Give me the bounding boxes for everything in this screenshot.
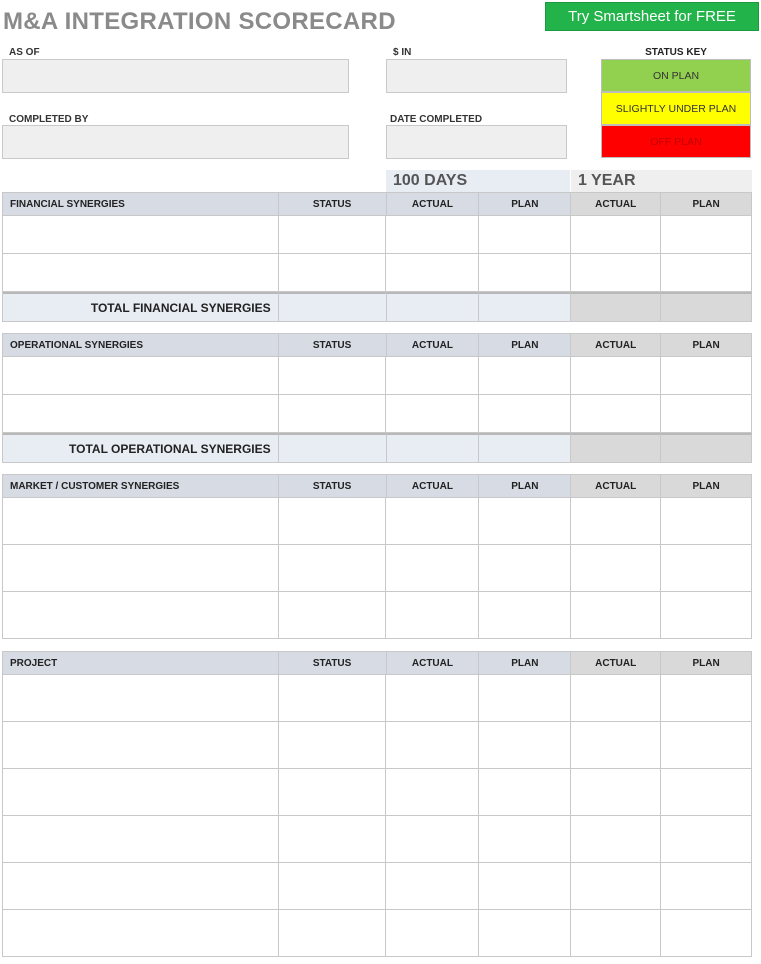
table-cell[interactable] [661, 357, 752, 395]
plan-1-year-header: PLAN [661, 651, 752, 675]
try-smartsheet-button[interactable]: Try Smartsheet for FREE [545, 2, 759, 31]
table-row [2, 722, 752, 769]
table-row [2, 910, 752, 957]
table-cell[interactable] [479, 910, 571, 957]
table-cell[interactable] [386, 254, 479, 292]
table-header [2, 333, 752, 357]
as-of-field[interactable] [2, 59, 349, 93]
table-cell[interactable] [571, 545, 661, 592]
status-key-slightly-under-plan: SLIGHTLY UNDER PLAN [601, 92, 751, 125]
status-column-header: STATUS [279, 333, 387, 357]
table-cell[interactable] [661, 910, 752, 957]
table-cell[interactable] [661, 216, 752, 254]
table-row [2, 769, 752, 816]
financial-synergies-header: FINANCIAL SYNERGIES [3, 192, 279, 216]
status-key-off-plan: OFF PLAN [601, 125, 751, 158]
table-cell[interactable] [279, 433, 387, 463]
table-cell[interactable] [661, 675, 752, 722]
table-cell[interactable] [386, 357, 479, 395]
table-cell[interactable] [3, 545, 279, 592]
table-cell[interactable] [386, 722, 479, 769]
project-section [2, 651, 752, 957]
table-cell[interactable] [279, 395, 387, 433]
table-cell[interactable] [3, 498, 279, 545]
table-cell[interactable] [571, 675, 661, 722]
table-cell[interactable] [479, 395, 571, 433]
actual-1-year-header: ACTUAL [571, 474, 661, 498]
table-cell[interactable] [571, 254, 661, 292]
dollars-in-label: $ IN [393, 47, 412, 58]
table-cell[interactable] [279, 545, 387, 592]
market-customer-synergies-section [2, 474, 752, 639]
table-cell[interactable] [571, 395, 661, 433]
table-cell[interactable] [479, 816, 571, 863]
table-cell[interactable] [3, 863, 279, 910]
actual-1-year-header: ACTUAL [571, 651, 661, 675]
table-cell[interactable] [3, 395, 279, 433]
total-row [2, 292, 752, 322]
table-cell[interactable] [571, 863, 661, 910]
table-cell[interactable] [571, 592, 661, 639]
dollars-in-field[interactable] [386, 59, 567, 93]
table-cell[interactable] [3, 769, 279, 816]
table-cell[interactable] [3, 254, 279, 292]
table-cell[interactable] [661, 395, 752, 433]
actual-100-days-header: ACTUAL [387, 333, 480, 357]
plan-100-days-header: PLAN [479, 474, 571, 498]
table-cell[interactable] [661, 722, 752, 769]
table-cell[interactable] [571, 216, 661, 254]
table-cell[interactable] [661, 863, 752, 910]
market-customer-synergies-header: MARKET / CUSTOMER SYNERGIES [3, 474, 279, 498]
table-cell[interactable] [279, 722, 387, 769]
table-cell[interactable] [279, 675, 387, 722]
table-cell[interactable] [279, 216, 387, 254]
table-cell[interactable] [3, 722, 279, 769]
table-cell[interactable] [3, 216, 279, 254]
page-title: M&A INTEGRATION SCORECARD [3, 8, 396, 35]
completed-by-field[interactable] [2, 125, 349, 159]
table-cell[interactable] [479, 769, 571, 816]
table-row [2, 592, 752, 639]
table-cell[interactable] [386, 675, 479, 722]
operational-synergies-section [2, 333, 752, 463]
table-cell[interactable] [479, 254, 571, 292]
table-cell[interactable] [661, 592, 752, 639]
table-cell[interactable] [479, 292, 571, 322]
table-cell[interactable] [386, 863, 479, 910]
table-cell[interactable] [387, 292, 480, 322]
table-cell[interactable] [279, 254, 387, 292]
table-cell[interactable] [386, 545, 479, 592]
financial-synergies-section [2, 192, 752, 322]
table-header [2, 192, 752, 216]
actual-100-days-header: ACTUAL [387, 474, 480, 498]
table-cell[interactable] [571, 816, 661, 863]
actual-1-year-header: ACTUAL [571, 192, 661, 216]
period-1-year: 1 YEAR [571, 170, 752, 192]
table-cell[interactable] [479, 545, 571, 592]
table-cell[interactable] [661, 769, 752, 816]
table-row [2, 216, 752, 254]
table-row [2, 254, 752, 292]
plan-1-year-header: PLAN [661, 333, 752, 357]
table-cell[interactable] [661, 545, 752, 592]
table-header [2, 651, 752, 675]
table-cell[interactable] [571, 433, 661, 463]
table-row [2, 863, 752, 910]
actual-100-days-header: ACTUAL [387, 651, 480, 675]
table-row [2, 816, 752, 863]
plan-1-year-header: PLAN [661, 192, 752, 216]
table-cell[interactable] [661, 292, 752, 322]
period-100-days: 100 DAYS [386, 170, 570, 192]
completed-by-label: COMPLETED BY [9, 114, 89, 125]
table-header [2, 474, 752, 498]
table-cell[interactable] [479, 592, 571, 639]
table-cell[interactable] [661, 254, 752, 292]
table-cell[interactable] [3, 592, 279, 639]
table-cell[interactable] [479, 498, 571, 545]
total-operational-synergies-label: TOTAL OPERATIONAL SYNERGIES [3, 433, 279, 463]
table-cell[interactable] [571, 292, 661, 322]
table-cell[interactable] [279, 863, 387, 910]
table-row [2, 498, 752, 545]
table-cell[interactable] [479, 357, 571, 395]
table-cell[interactable] [279, 498, 387, 545]
table-cell[interactable] [386, 395, 479, 433]
table-cell[interactable] [386, 216, 479, 254]
plan-100-days-header: PLAN [479, 192, 571, 216]
table-cell[interactable] [479, 722, 571, 769]
table-cell[interactable] [661, 816, 752, 863]
status-key-title: STATUS KEY [645, 47, 707, 58]
table-cell[interactable] [279, 910, 387, 957]
date-completed-field[interactable] [386, 125, 567, 159]
plan-100-days-header: PLAN [479, 333, 571, 357]
plan-1-year-header: PLAN [661, 474, 752, 498]
table-cell[interactable] [571, 357, 661, 395]
table-cell[interactable] [386, 592, 479, 639]
actual-100-days-header: ACTUAL [387, 192, 480, 216]
table-row [2, 395, 752, 433]
table-cell[interactable] [571, 769, 661, 816]
table-cell[interactable] [661, 498, 752, 545]
table-cell[interactable] [279, 816, 387, 863]
table-cell[interactable] [386, 769, 479, 816]
as-of-label: AS OF [9, 47, 40, 58]
plan-100-days-header: PLAN [479, 651, 571, 675]
table-row [2, 357, 752, 395]
table-cell[interactable] [479, 433, 571, 463]
table-cell[interactable] [479, 863, 571, 910]
operational-synergies-header: OPERATIONAL SYNERGIES [3, 333, 279, 357]
table-cell[interactable] [3, 675, 279, 722]
table-cell[interactable] [386, 498, 479, 545]
table-row [2, 675, 752, 722]
table-cell[interactable] [279, 592, 387, 639]
status-column-header: STATUS [279, 192, 387, 216]
table-cell[interactable] [3, 816, 279, 863]
table-cell[interactable] [279, 292, 387, 322]
status-column-header: STATUS [279, 651, 387, 675]
table-cell[interactable] [571, 910, 661, 957]
table-cell[interactable] [386, 816, 479, 863]
table-cell[interactable] [571, 722, 661, 769]
total-row [2, 433, 752, 463]
table-cell[interactable] [387, 433, 480, 463]
status-column-header: STATUS [279, 474, 387, 498]
table-cell[interactable] [571, 498, 661, 545]
table-cell[interactable] [479, 216, 571, 254]
table-cell[interactable] [386, 910, 479, 957]
table-cell[interactable] [3, 910, 279, 957]
table-cell[interactable] [3, 357, 279, 395]
table-cell[interactable] [279, 769, 387, 816]
table-row [2, 545, 752, 592]
table-cell[interactable] [479, 675, 571, 722]
status-key-on-plan: ON PLAN [601, 59, 751, 92]
project-header: PROJECT [3, 651, 279, 675]
table-cell[interactable] [279, 357, 387, 395]
date-completed-label: DATE COMPLETED [390, 114, 483, 125]
actual-1-year-header: ACTUAL [571, 333, 661, 357]
total-financial-synergies-label: TOTAL FINANCIAL SYNERGIES [3, 292, 279, 322]
table-cell[interactable] [661, 433, 752, 463]
